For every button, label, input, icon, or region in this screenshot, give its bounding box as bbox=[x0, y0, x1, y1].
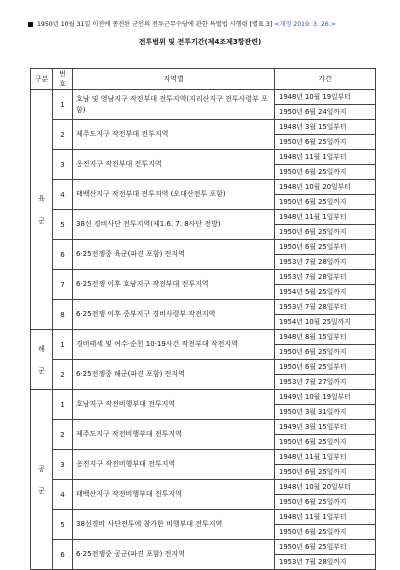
row-number: 1 bbox=[53, 90, 73, 120]
row-number: 1 bbox=[53, 330, 73, 360]
category-label: 육 군 bbox=[38, 194, 45, 225]
row-number: 5 bbox=[53, 210, 73, 240]
row-number: 2 bbox=[53, 120, 73, 150]
area-cell: 38선경비 사단전투에 참가한 비행부대 전투지역 bbox=[73, 510, 275, 540]
col-header-number: 번호 bbox=[53, 69, 73, 90]
category-cell-navy bbox=[31, 330, 53, 390]
period-cell bbox=[275, 360, 376, 390]
row-number: 1 bbox=[53, 390, 73, 420]
period-cell bbox=[275, 300, 376, 330]
period-cell bbox=[275, 150, 376, 180]
table-row bbox=[31, 120, 376, 150]
period-end: 1950년 6월 25일까지 bbox=[279, 138, 347, 146]
period-end: 1954년 5월 25일까지 bbox=[279, 288, 347, 296]
table-row bbox=[31, 360, 376, 390]
period-start: 1948년 10월 20일부터 bbox=[275, 180, 375, 195]
period-cell bbox=[275, 240, 376, 270]
area-cell: 6·25전쟁 이후 호남지구 작전부대 전투지역 bbox=[73, 270, 275, 300]
period-end: 1950년 6월 25일까지 bbox=[279, 438, 347, 446]
table-row bbox=[31, 450, 376, 480]
table-row bbox=[31, 270, 376, 300]
area-cell: 호남 및 영남지구 작전부대 전투지역(지리산지구 전투사령부 포함) bbox=[73, 90, 275, 120]
period-end: 1950년 6월 25일까지 bbox=[279, 348, 347, 356]
col-header-area: 지역별 bbox=[73, 69, 275, 90]
area-cell: 6·25전쟁중 공군(파견 포함) 전지역 bbox=[73, 540, 275, 570]
area-cell: 38선 경비사단 전투지역(제1.6. 7. 8사단 전방) bbox=[73, 210, 275, 240]
col-header-category: 구분 bbox=[31, 69, 53, 90]
row-number: 2 bbox=[53, 420, 73, 450]
period-start: 1948년 11월 1일부터 bbox=[275, 210, 375, 225]
period-start: 1948년 3월 15일부터 bbox=[275, 120, 375, 135]
period-cell bbox=[275, 420, 376, 450]
area-cell: 호남지구 작전비행부대 전투지역 bbox=[73, 390, 275, 420]
header-text: 1950년 10월 31일 이전에 종전된 군인의 전투근무수당에 관한 특별법 시행령 [별표 3] bbox=[37, 21, 273, 28]
period-end: 1950년 6월 25일까지 bbox=[279, 198, 347, 206]
period-start: 1953년 7월 28일부터 bbox=[275, 300, 375, 315]
category-cell-army bbox=[31, 90, 53, 330]
period-start: 1949년 10월 19일부터 bbox=[275, 390, 375, 405]
revision-note: <개정 2019. 3. 26.> bbox=[274, 21, 336, 28]
area-cell: 옹진지구 작전비행부대 전투지역 bbox=[73, 450, 275, 480]
table-row bbox=[31, 210, 376, 240]
period-start: 1948년 10월 19일부터 bbox=[275, 90, 375, 105]
area-cell: 태백산지구 작전부대 전투지역 (오대산전투 포함) bbox=[73, 180, 275, 210]
row-number: 6 bbox=[53, 240, 73, 270]
period-start: 1948년 11월 1일부터 bbox=[275, 510, 375, 525]
table-row bbox=[31, 300, 376, 330]
col-header-period: 기간 bbox=[275, 69, 376, 90]
period-cell bbox=[275, 510, 376, 540]
period-cell bbox=[275, 90, 376, 120]
table-row bbox=[31, 540, 376, 570]
area-cell: 태백산지구 작전비행부대 전투지역 bbox=[73, 480, 275, 510]
table-row bbox=[31, 90, 376, 120]
category-label: 공 군 bbox=[38, 464, 45, 495]
row-number: 8 bbox=[53, 300, 73, 330]
category-label: 해 군 bbox=[38, 344, 45, 375]
row-number: 7 bbox=[53, 270, 73, 300]
category-cell-airforce bbox=[31, 390, 53, 570]
period-start: 1950년 6월 25일부터 bbox=[275, 240, 375, 255]
period-end: 1950년 3월 31일까지 bbox=[279, 408, 347, 416]
period-start: 1948년 8월 15일부터 bbox=[275, 330, 375, 345]
area-cell: 제주도지구 작전부대 전투지역 bbox=[73, 120, 275, 150]
period-start: 1950년 6월 25일부터 bbox=[275, 360, 375, 375]
period-start: 1953년 7월 28일부터 bbox=[275, 270, 375, 285]
table-row bbox=[31, 510, 376, 540]
area-cell: 6·25전쟁중 육군(파견 포함) 전지역 bbox=[73, 240, 275, 270]
table-row bbox=[31, 480, 376, 510]
bullet-square-icon bbox=[28, 22, 33, 27]
area-cell: 6·25전쟁중 해군(파견 포함) 전지역 bbox=[73, 360, 275, 390]
period-start: 1948년 10월 20일부터 bbox=[275, 480, 375, 495]
period-start: 1948년 11월 1일부터 bbox=[275, 450, 375, 465]
period-start: 1949년 3월 15일부터 bbox=[275, 420, 375, 435]
period-end: 1950년 6월 25일까지 bbox=[279, 228, 347, 236]
table-row bbox=[31, 240, 376, 270]
table-row bbox=[31, 180, 376, 210]
row-number: 4 bbox=[53, 180, 73, 210]
period-end: 1953년 7월 28일까지 bbox=[279, 258, 347, 266]
battle-period-table bbox=[30, 68, 376, 570]
row-number: 2 bbox=[53, 360, 73, 390]
period-end: 1953년 7월 27일까지 bbox=[279, 378, 347, 386]
period-end: 1953년 7월 28일까지 bbox=[279, 558, 347, 566]
period-cell bbox=[275, 390, 376, 420]
period-cell bbox=[275, 270, 376, 300]
row-number: 4 bbox=[53, 480, 73, 510]
area-cell: 제주도지구 작전비행부대 전투지역 bbox=[73, 420, 275, 450]
period-end: 1950년 6월 25일까지 bbox=[279, 498, 347, 506]
period-end: 1950년 6월 25일까지 bbox=[279, 168, 347, 176]
period-end: 1950년 6월 24일까지 bbox=[279, 108, 347, 116]
period-end: 1950년 6월 25일까지 bbox=[279, 528, 347, 536]
table-row bbox=[31, 420, 376, 450]
area-cell: 6·25전쟁 이후 중부지구 경비사령부 작전지역 bbox=[73, 300, 275, 330]
period-start: 1948년 11월 1일부터 bbox=[275, 150, 375, 165]
table-body bbox=[31, 90, 376, 570]
period-cell bbox=[275, 450, 376, 480]
document-subtitle: 전투범위 및 전투기간(제4조제3항관련) bbox=[138, 38, 262, 46]
row-number: 5 bbox=[53, 510, 73, 540]
period-end: 1950년 6월 25일까지 bbox=[279, 468, 347, 476]
row-number: 3 bbox=[53, 450, 73, 480]
row-number: 6 bbox=[53, 540, 73, 570]
table-row bbox=[31, 330, 376, 360]
period-cell bbox=[275, 120, 376, 150]
document-header bbox=[28, 20, 378, 29]
area-cell: 경비태세 및 여수·순천 10·19사건 작전부대 작전지역 bbox=[73, 330, 275, 360]
period-cell bbox=[275, 180, 376, 210]
period-cell bbox=[275, 210, 376, 240]
area-cell: 옹진지구 작전부대 전투지역 bbox=[73, 150, 275, 180]
period-cell bbox=[275, 330, 376, 360]
table-row bbox=[31, 390, 376, 420]
period-start: 1950년 6월 25일부터 bbox=[275, 540, 375, 555]
table-row bbox=[31, 150, 376, 180]
row-number: 3 bbox=[53, 150, 73, 180]
period-cell bbox=[275, 540, 376, 570]
table-header-row bbox=[31, 69, 376, 90]
period-end: 1954년 10월 25일까지 bbox=[279, 318, 351, 326]
period-cell bbox=[275, 480, 376, 510]
